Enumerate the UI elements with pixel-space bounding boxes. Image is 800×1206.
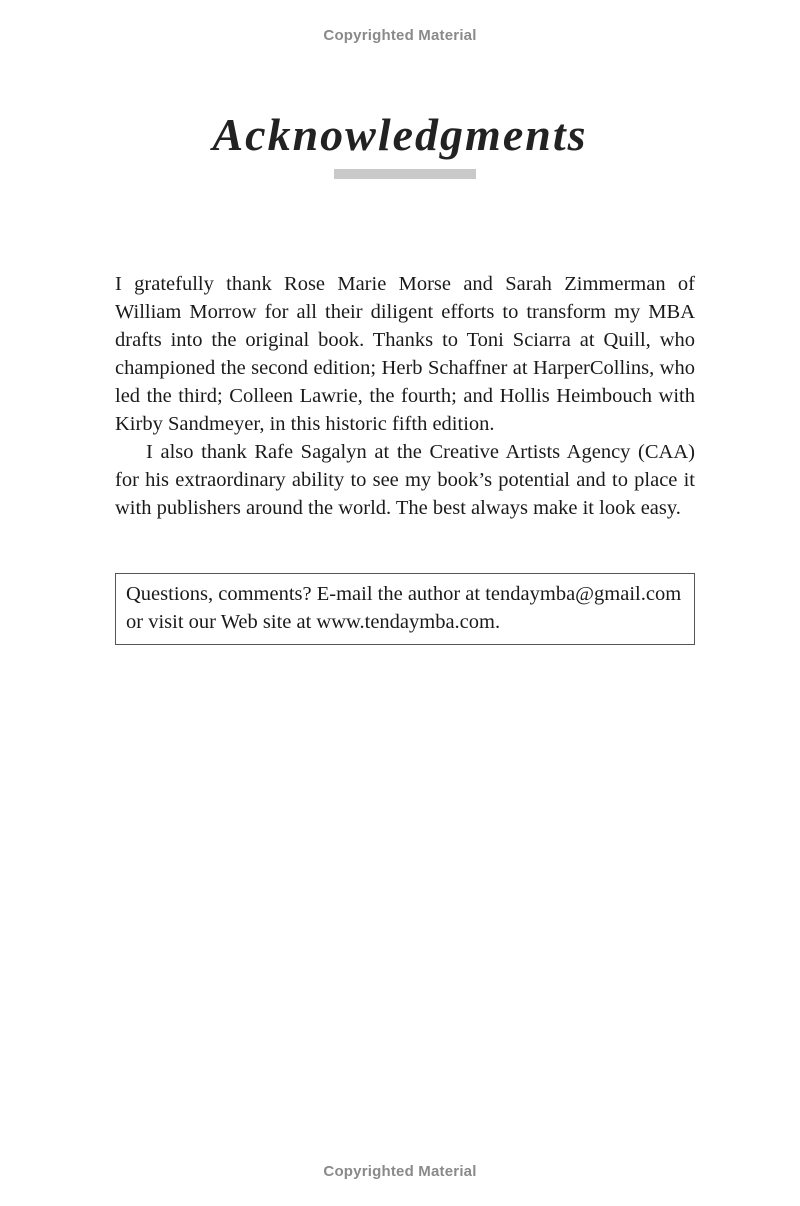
contact-line-email: Questions, comments? E-mail the author at tendaymba@gmail.com [126, 583, 682, 605]
page-title: Acknowledgments [212, 109, 588, 160]
paragraph-2: I also thank Rafe Sagalyn at the Creative Artists Agency (CAA) for his extraordinary ability to see my book’s potential and to place it with publishers around the world. The best always make it look easy. [115, 441, 695, 519]
copyright-watermark-bottom: Copyrighted Material [323, 1163, 477, 1180]
acknowledgments-body [115, 270, 695, 522]
paragraph-1: I gratefully thank Rose Marie Morse and Sarah Zimmerman of William Morrow for all their diligent efforts to transform my MBA drafts into the original book. Thanks to Toni Sciarra at Quill, who championed the second edition; Herb Schaffner at HarperCollins, who led the third; Colleen Lawrie, the fourth; and Hollis Heimbouch with Kirby Sandmeyer, in this historic fifth edition. [115, 273, 695, 435]
copyright-watermark-top: Copyrighted Material [323, 27, 477, 44]
contact-line-website: or visit our Web site at www.tendaymba.com. [126, 611, 501, 633]
contact-box [115, 573, 695, 645]
title-underline-rule [334, 169, 476, 179]
